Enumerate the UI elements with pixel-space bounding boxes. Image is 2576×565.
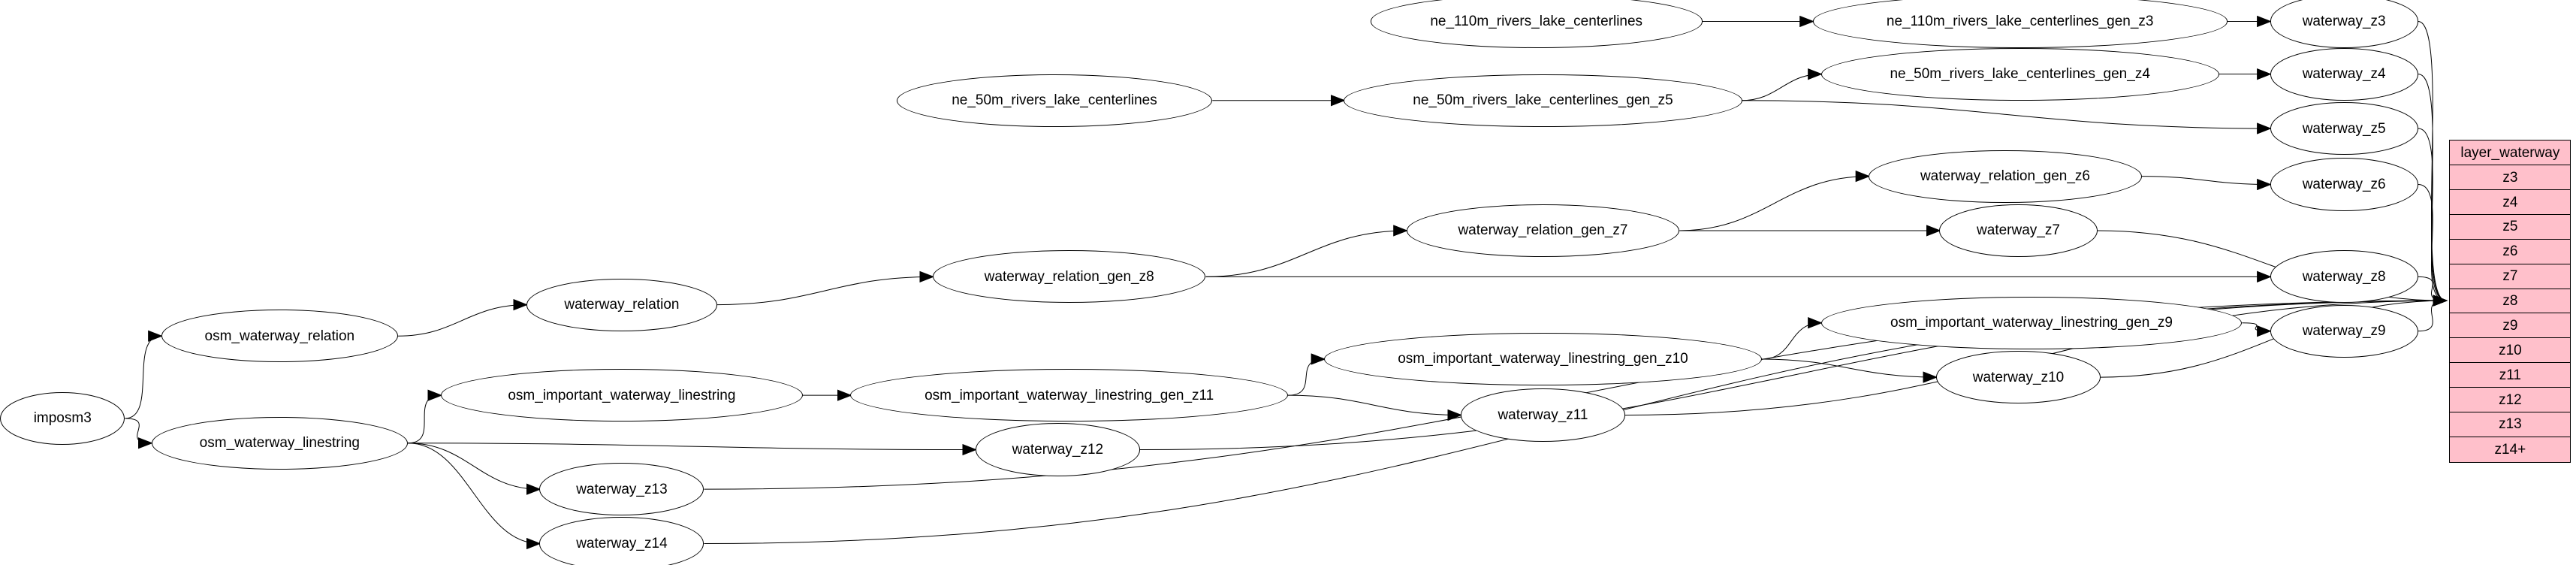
- edge-waterway_relation-to-waterway_relation_gen_z8: [717, 276, 933, 304]
- graph-node-osm_waterway_linestring[interactable]: osm_waterway_linestring: [152, 417, 409, 470]
- edge-waterway_relation_gen_z8-to-waterway_relation_gen_z7: [1205, 231, 1406, 276]
- legend-title: layer_waterway: [2450, 140, 2570, 165]
- graph-node-waterway_z12[interactable]: waterway_z12: [976, 423, 1140, 476]
- graph-node-imposm3[interactable]: imposm3: [0, 392, 125, 445]
- edge-osm_waterway_linestring-to-osm_important_waterway_linestring: [408, 395, 441, 443]
- edge-osm_important_waterway_linestring_gen_z10-to-waterway_z10: [1762, 359, 1936, 377]
- edge-waterway_z4-to-legend: [2418, 74, 2446, 301]
- graph-node-waterway_z14[interactable]: waterway_z14: [539, 517, 704, 565]
- graph-node-osm_important_waterway_linestring[interactable]: osm_important_waterway_linestring: [441, 369, 803, 421]
- graph-node-ne_50m_rivers_lake_centerlines_gen_z5[interactable]: ne_50m_rivers_lake_centerlines_gen_z5: [1344, 74, 1742, 127]
- legend-row-z12: z12: [2450, 388, 2570, 412]
- legend-row-z3: z3: [2450, 165, 2570, 190]
- edge-imposm3-to-osm_waterway_linestring: [125, 418, 151, 443]
- graph-node-ne_50m_rivers_lake_centerlines_gen_z4[interactable]: ne_50m_rivers_lake_centerlines_gen_z4: [1821, 48, 2219, 101]
- graph-node-waterway_z13[interactable]: waterway_z13: [539, 463, 704, 515]
- legend-row-z9: z9: [2450, 313, 2570, 338]
- edge-waterway_relation_gen_z7-to-waterway_relation_gen_z6: [1679, 177, 1869, 231]
- graph-node-waterway_relation_gen_z7[interactable]: waterway_relation_gen_z7: [1407, 204, 1680, 257]
- edge-waterway_relation_gen_z6-to-waterway_z6: [2142, 177, 2270, 185]
- graph-node-waterway_z7[interactable]: waterway_z7: [1939, 204, 2097, 257]
- edge-waterway_z6-to-legend: [2418, 185, 2446, 301]
- graph-node-waterway_z4[interactable]: waterway_z4: [2270, 48, 2418, 101]
- edge-waterway_z3-to-legend: [2418, 22, 2446, 301]
- legend-row-z8: z8: [2450, 289, 2570, 314]
- graph-node-osm_important_waterway_linestring_gen_z11[interactable]: osm_important_waterway_linestring_gen_z11: [850, 369, 1288, 421]
- graph-node-waterway_z3[interactable]: waterway_z3: [2270, 0, 2418, 48]
- legend-row-z11: z11: [2450, 363, 2570, 388]
- edge-waterway_z5-to-legend: [2418, 128, 2446, 301]
- graph-node-osm_important_waterway_linestring_gen_z10[interactable]: osm_important_waterway_linestring_gen_z10: [1324, 333, 1762, 385]
- legend-row-z5: z5: [2450, 215, 2570, 240]
- legend-row-z10: z10: [2450, 338, 2570, 363]
- legend-row-z14+: z14+: [2494, 441, 2526, 458]
- graph-node-waterway_z10[interactable]: waterway_z10: [1936, 351, 2101, 403]
- edge-osm_waterway_linestring-to-waterway_z14: [408, 443, 539, 544]
- graph-node-ne_110m_rivers_lake_centerlines[interactable]: ne_110m_rivers_lake_centerlines: [1371, 0, 1703, 48]
- edge-osm_important_waterway_linestring_gen_z11-to-waterway_z11: [1288, 395, 1461, 415]
- edge-waterway_z12-to-legend: [1140, 301, 2446, 449]
- edge-ne_50m_rivers_lake_centerlines_gen_z5-to-waterway_z5: [1742, 101, 2270, 128]
- graph-node-waterway_z8[interactable]: waterway_z8: [2270, 250, 2418, 303]
- graph-node-waterway_relation_gen_z8[interactable]: waterway_relation_gen_z8: [933, 250, 1206, 303]
- legend-layer-waterway: [2449, 140, 2571, 462]
- graph-node-waterway_relation[interactable]: waterway_relation: [526, 279, 717, 331]
- graph-node-ne_50m_rivers_lake_centerlines[interactable]: ne_50m_rivers_lake_centerlines: [897, 74, 1213, 127]
- edge-osm_important_waterway_linestring_gen_z11-to-osm_important_waterway_linestring_gen_z10: [1288, 359, 1324, 395]
- graph-node-waterway_relation_gen_z6[interactable]: waterway_relation_gen_z6: [1869, 150, 2142, 203]
- graph-node-ne_110m_rivers_lake_centerlines_gen_z3[interactable]: ne_110m_rivers_lake_centerlines_gen_z3: [1813, 0, 2228, 48]
- legend-row-z7: z7: [2450, 264, 2570, 289]
- graph-node-waterway_z5[interactable]: waterway_z5: [2270, 102, 2418, 155]
- edge-osm_waterway_relation-to-waterway_relation: [398, 305, 526, 337]
- edge-osm_important_waterway_linestring_gen_z9-to-waterway_z9: [2242, 323, 2270, 331]
- graph-node-osm_waterway_relation[interactable]: osm_waterway_relation: [161, 310, 398, 362]
- legend-row-z13: z13: [2450, 412, 2570, 437]
- graph-node-waterway_z11[interactable]: waterway_z11: [1461, 388, 1625, 441]
- edge-osm_waterway_linestring-to-waterway_z12: [408, 443, 976, 450]
- graph-node-osm_important_waterway_linestring_gen_z9[interactable]: osm_important_waterway_linestring_gen_z9: [1821, 297, 2243, 349]
- edge-waterway_z8-to-legend: [2418, 276, 2446, 301]
- legend-row-z4: z4: [2450, 190, 2570, 215]
- edge-osm_waterway_linestring-to-waterway_z13: [408, 443, 539, 489]
- edge-imposm3-to-osm_waterway_relation: [125, 336, 161, 418]
- edge-waterway_z9-to-legend: [2418, 301, 2446, 331]
- legend-row-z6: z6: [2450, 240, 2570, 264]
- edge-osm_important_waterway_linestring_gen_z10-to-osm_important_waterway_linestring_gen_z9: [1762, 323, 1821, 359]
- graph-node-waterway_z9[interactable]: waterway_z9: [2270, 305, 2418, 358]
- edge-ne_50m_rivers_lake_centerlines_gen_z5-to-ne_50m_rivers_lake_centerlines_gen_z4: [1742, 74, 1821, 101]
- graph-node-waterway_z6[interactable]: waterway_z6: [2270, 158, 2418, 210]
